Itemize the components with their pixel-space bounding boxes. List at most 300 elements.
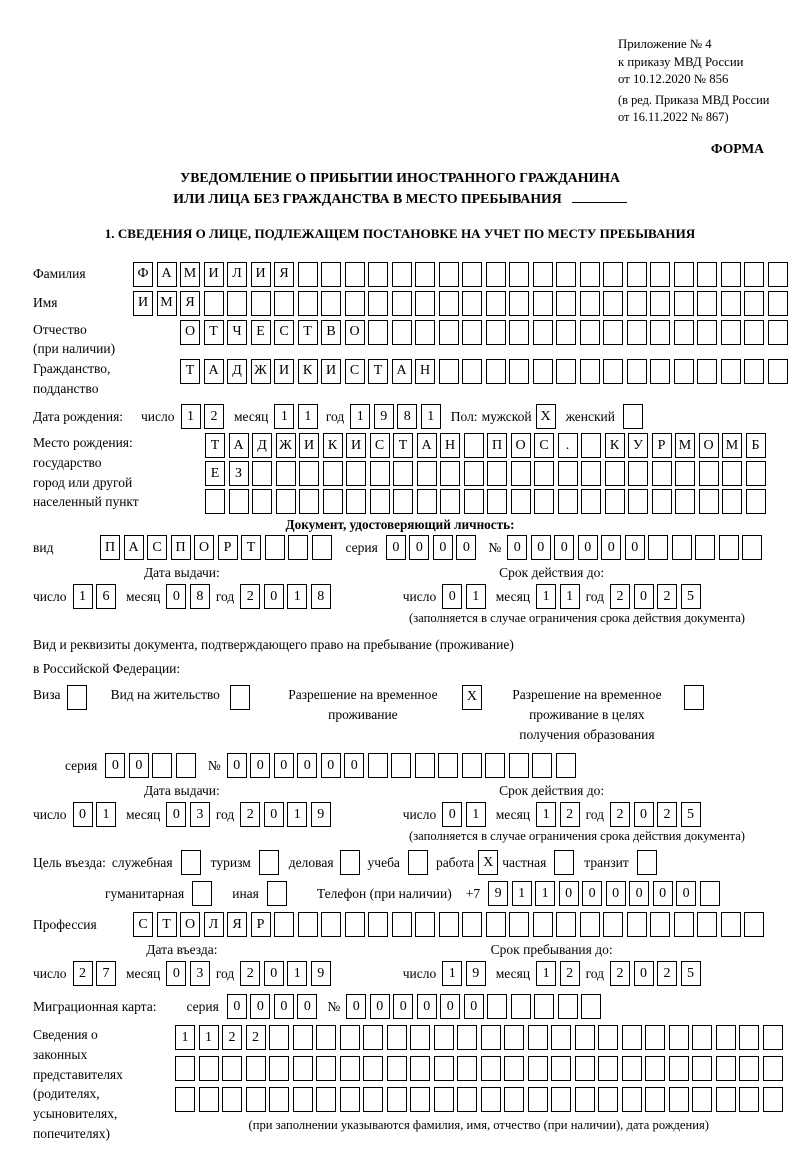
- char-box[interactable]: 1: [287, 584, 307, 609]
- char-box[interactable]: [603, 359, 623, 384]
- char-box[interactable]: [622, 1025, 642, 1050]
- char-box[interactable]: 2: [657, 961, 677, 986]
- char-box[interactable]: [605, 461, 625, 486]
- char-box[interactable]: [556, 753, 576, 778]
- char-box[interactable]: [199, 1056, 219, 1081]
- char-box[interactable]: [528, 1056, 548, 1081]
- char-box[interactable]: [462, 912, 482, 937]
- char-box[interactable]: [392, 262, 412, 287]
- char-box[interactable]: С: [147, 535, 167, 560]
- char-box[interactable]: [533, 359, 553, 384]
- char-box[interactable]: 0: [346, 994, 366, 1019]
- char-box[interactable]: Е: [205, 461, 225, 486]
- char-box[interactable]: [340, 1025, 360, 1050]
- char-box[interactable]: [721, 262, 741, 287]
- char-box[interactable]: Л: [227, 262, 247, 287]
- char-box[interactable]: 0: [274, 753, 294, 778]
- char-box[interactable]: [222, 1087, 242, 1112]
- char-box[interactable]: 0: [601, 535, 621, 560]
- char-box[interactable]: [486, 912, 506, 937]
- char-box[interactable]: 0: [166, 961, 186, 986]
- char-box[interactable]: 0: [264, 802, 284, 827]
- char-box[interactable]: [252, 489, 272, 514]
- char-box[interactable]: 1: [466, 584, 486, 609]
- char-box[interactable]: [603, 291, 623, 316]
- char-box[interactable]: [580, 262, 600, 287]
- char-box[interactable]: 0: [606, 881, 626, 906]
- char-box[interactable]: 0: [625, 535, 645, 560]
- char-box[interactable]: [509, 359, 529, 384]
- char-box[interactable]: 0: [634, 961, 654, 986]
- char-box[interactable]: 0: [297, 994, 317, 1019]
- char-box[interactable]: [695, 535, 715, 560]
- char-box[interactable]: 2: [610, 584, 630, 609]
- char-box[interactable]: [410, 1087, 430, 1112]
- checkbox[interactable]: [554, 850, 574, 875]
- char-box[interactable]: [672, 535, 692, 560]
- char-box[interactable]: [700, 881, 720, 906]
- char-box[interactable]: [627, 912, 647, 937]
- char-box[interactable]: [648, 535, 668, 560]
- char-box[interactable]: 0: [227, 753, 247, 778]
- char-box[interactable]: 1: [560, 584, 580, 609]
- char-box[interactable]: [439, 912, 459, 937]
- char-box[interactable]: [410, 1056, 430, 1081]
- char-box[interactable]: [410, 1025, 430, 1050]
- char-box[interactable]: [368, 291, 388, 316]
- char-box[interactable]: [293, 1056, 313, 1081]
- char-box[interactable]: П: [100, 535, 120, 560]
- char-box[interactable]: [580, 359, 600, 384]
- char-box[interactable]: [293, 1087, 313, 1112]
- char-box[interactable]: 2: [246, 1025, 266, 1050]
- char-box[interactable]: [551, 1056, 571, 1081]
- char-box[interactable]: [345, 291, 365, 316]
- char-box[interactable]: [697, 320, 717, 345]
- char-box[interactable]: [509, 291, 529, 316]
- char-box[interactable]: [746, 461, 766, 486]
- char-box[interactable]: [692, 1025, 712, 1050]
- char-box[interactable]: [368, 320, 388, 345]
- char-box[interactable]: [697, 262, 717, 287]
- char-box[interactable]: К: [323, 433, 343, 458]
- char-box[interactable]: [481, 1056, 501, 1081]
- char-box[interactable]: [532, 753, 552, 778]
- char-box[interactable]: [440, 489, 460, 514]
- char-box[interactable]: 1: [350, 404, 370, 429]
- checkbox[interactable]: [192, 881, 212, 906]
- char-box[interactable]: А: [392, 359, 412, 384]
- char-box[interactable]: 2: [240, 584, 260, 609]
- char-box[interactable]: 0: [629, 881, 649, 906]
- char-box[interactable]: [504, 1025, 524, 1050]
- char-box[interactable]: [511, 461, 531, 486]
- char-box[interactable]: [363, 1025, 383, 1050]
- char-box[interactable]: [321, 912, 341, 937]
- char-box[interactable]: [439, 320, 459, 345]
- char-box[interactable]: 9: [466, 961, 486, 986]
- char-box[interactable]: [464, 489, 484, 514]
- char-box[interactable]: [721, 320, 741, 345]
- char-box[interactable]: 0: [464, 994, 484, 1019]
- char-box[interactable]: 0: [344, 753, 364, 778]
- char-box[interactable]: 0: [370, 994, 390, 1019]
- char-box[interactable]: 1: [536, 961, 556, 986]
- char-box[interactable]: В: [321, 320, 341, 345]
- char-box[interactable]: 5: [681, 961, 701, 986]
- char-box[interactable]: [528, 1025, 548, 1050]
- char-box[interactable]: 0: [166, 584, 186, 609]
- char-box[interactable]: [692, 1056, 712, 1081]
- char-box[interactable]: [650, 320, 670, 345]
- char-box[interactable]: О: [345, 320, 365, 345]
- char-box[interactable]: 2: [610, 961, 630, 986]
- char-box[interactable]: 1: [287, 802, 307, 827]
- char-box[interactable]: [439, 291, 459, 316]
- char-box[interactable]: 2: [657, 802, 677, 827]
- char-box[interactable]: [464, 433, 484, 458]
- char-box[interactable]: [481, 1087, 501, 1112]
- purpose-work-checkbox[interactable]: [478, 850, 498, 875]
- char-box[interactable]: [323, 489, 343, 514]
- char-box[interactable]: 0: [227, 994, 247, 1019]
- char-box[interactable]: 1: [287, 961, 307, 986]
- char-box[interactable]: [603, 320, 623, 345]
- char-box[interactable]: [511, 489, 531, 514]
- char-box[interactable]: [340, 1056, 360, 1081]
- char-box[interactable]: [438, 753, 458, 778]
- char-box[interactable]: [175, 1087, 195, 1112]
- char-box[interactable]: [746, 489, 766, 514]
- char-box[interactable]: [486, 320, 506, 345]
- char-box[interactable]: [276, 489, 296, 514]
- char-box[interactable]: [345, 912, 365, 937]
- char-box[interactable]: 2: [204, 404, 224, 429]
- char-box[interactable]: М: [675, 433, 695, 458]
- char-box[interactable]: [321, 262, 341, 287]
- char-box[interactable]: [393, 461, 413, 486]
- char-box[interactable]: 0: [250, 994, 270, 1019]
- char-box[interactable]: [439, 262, 459, 287]
- char-box[interactable]: [440, 461, 460, 486]
- char-box[interactable]: 0: [73, 802, 93, 827]
- char-box[interactable]: [415, 320, 435, 345]
- char-box[interactable]: Р: [251, 912, 271, 937]
- char-box[interactable]: [368, 753, 388, 778]
- char-box[interactable]: 0: [129, 753, 149, 778]
- char-box[interactable]: 2: [610, 802, 630, 827]
- char-box[interactable]: 2: [560, 961, 580, 986]
- char-box[interactable]: [152, 753, 172, 778]
- char-box[interactable]: [370, 461, 390, 486]
- char-box[interactable]: [650, 262, 670, 287]
- checkbox[interactable]: X: [536, 404, 556, 429]
- char-box[interactable]: 1: [466, 802, 486, 827]
- char-box[interactable]: [534, 489, 554, 514]
- char-box[interactable]: [719, 535, 739, 560]
- char-box[interactable]: [744, 359, 764, 384]
- char-box[interactable]: 0: [442, 802, 462, 827]
- char-box[interactable]: [580, 912, 600, 937]
- char-box[interactable]: [674, 359, 694, 384]
- visa-checkbox[interactable]: [67, 685, 87, 710]
- char-box[interactable]: [434, 1056, 454, 1081]
- char-box[interactable]: [229, 489, 249, 514]
- char-box[interactable]: 8: [397, 404, 417, 429]
- char-box[interactable]: [581, 433, 601, 458]
- char-box[interactable]: [504, 1056, 524, 1081]
- char-box[interactable]: Т: [204, 320, 224, 345]
- char-box[interactable]: [581, 994, 601, 1019]
- char-box[interactable]: С: [534, 433, 554, 458]
- char-box[interactable]: [551, 1087, 571, 1112]
- char-box[interactable]: [697, 291, 717, 316]
- char-box[interactable]: [558, 994, 578, 1019]
- male-checkbox[interactable]: [536, 404, 556, 429]
- char-box[interactable]: [199, 1087, 219, 1112]
- char-box[interactable]: 0: [507, 535, 527, 560]
- char-box[interactable]: [265, 535, 285, 560]
- char-box[interactable]: [298, 262, 318, 287]
- char-box[interactable]: Р: [652, 433, 672, 458]
- char-box[interactable]: [534, 994, 554, 1019]
- char-box[interactable]: [768, 359, 788, 384]
- checkbox[interactable]: [684, 685, 704, 710]
- char-box[interactable]: 1: [536, 584, 556, 609]
- char-box[interactable]: [628, 489, 648, 514]
- char-box[interactable]: [627, 320, 647, 345]
- char-box[interactable]: П: [171, 535, 191, 560]
- char-box[interactable]: [486, 359, 506, 384]
- char-box[interactable]: [650, 359, 670, 384]
- char-box[interactable]: [370, 489, 390, 514]
- char-box[interactable]: 0: [264, 584, 284, 609]
- char-box[interactable]: 2: [657, 584, 677, 609]
- char-box[interactable]: [628, 461, 648, 486]
- char-box[interactable]: [321, 291, 341, 316]
- char-box[interactable]: С: [133, 912, 153, 937]
- char-box[interactable]: [457, 1087, 477, 1112]
- char-box[interactable]: И: [251, 262, 271, 287]
- char-box[interactable]: Л: [204, 912, 224, 937]
- char-box[interactable]: [558, 489, 578, 514]
- char-box[interactable]: 1: [73, 584, 93, 609]
- char-box[interactable]: 2: [240, 802, 260, 827]
- char-box[interactable]: [739, 1087, 759, 1112]
- char-box[interactable]: [716, 1056, 736, 1081]
- char-box[interactable]: 0: [417, 994, 437, 1019]
- char-box[interactable]: [603, 912, 623, 937]
- char-box[interactable]: [669, 1056, 689, 1081]
- char-box[interactable]: [598, 1025, 618, 1050]
- char-box[interactable]: [645, 1025, 665, 1050]
- char-box[interactable]: [486, 262, 506, 287]
- char-box[interactable]: 1: [536, 802, 556, 827]
- char-box[interactable]: Р: [218, 535, 238, 560]
- checkbox[interactable]: [181, 850, 201, 875]
- checkbox[interactable]: [637, 850, 657, 875]
- char-box[interactable]: [763, 1087, 783, 1112]
- char-box[interactable]: [722, 489, 742, 514]
- char-box[interactable]: 0: [297, 753, 317, 778]
- char-box[interactable]: 9: [488, 881, 508, 906]
- char-box[interactable]: [316, 1087, 336, 1112]
- char-box[interactable]: 0: [386, 535, 406, 560]
- char-box[interactable]: [556, 291, 576, 316]
- purpose-private-checkbox[interactable]: [554, 850, 574, 875]
- char-box[interactable]: [481, 1025, 501, 1050]
- char-box[interactable]: [575, 1056, 595, 1081]
- char-box[interactable]: О: [511, 433, 531, 458]
- char-box[interactable]: [387, 1087, 407, 1112]
- char-box[interactable]: [558, 461, 578, 486]
- char-box[interactable]: [528, 1087, 548, 1112]
- purpose-transit-checkbox[interactable]: [637, 850, 657, 875]
- char-box[interactable]: [462, 291, 482, 316]
- char-box[interactable]: [768, 262, 788, 287]
- char-box[interactable]: 0: [440, 994, 460, 1019]
- char-box[interactable]: О: [194, 535, 214, 560]
- char-box[interactable]: 0: [582, 881, 602, 906]
- char-box[interactable]: Б: [746, 433, 766, 458]
- char-box[interactable]: [674, 320, 694, 345]
- char-box[interactable]: [580, 291, 600, 316]
- char-box[interactable]: И: [321, 359, 341, 384]
- char-box[interactable]: 3: [190, 961, 210, 986]
- char-box[interactable]: М: [722, 433, 742, 458]
- char-box[interactable]: 0: [578, 535, 598, 560]
- char-box[interactable]: [697, 359, 717, 384]
- char-box[interactable]: [622, 1056, 642, 1081]
- char-box[interactable]: 5: [681, 802, 701, 827]
- char-box[interactable]: [485, 753, 505, 778]
- purpose-study-checkbox[interactable]: [408, 850, 428, 875]
- char-box[interactable]: 3: [190, 802, 210, 827]
- char-box[interactable]: [645, 1056, 665, 1081]
- char-box[interactable]: [675, 461, 695, 486]
- char-box[interactable]: 1: [96, 802, 116, 827]
- char-box[interactable]: 9: [311, 961, 331, 986]
- purpose-tourism-checkbox[interactable]: [259, 850, 279, 875]
- char-box[interactable]: Д: [252, 433, 272, 458]
- char-box[interactable]: 1: [421, 404, 441, 429]
- char-box[interactable]: [580, 320, 600, 345]
- char-box[interactable]: 1: [535, 881, 555, 906]
- char-box[interactable]: 1: [175, 1025, 195, 1050]
- char-box[interactable]: [669, 1087, 689, 1112]
- checkbox[interactable]: [408, 850, 428, 875]
- purpose-humanitarian-checkbox[interactable]: [192, 881, 212, 906]
- purpose-other-checkbox[interactable]: [267, 881, 287, 906]
- char-box[interactable]: О: [180, 320, 200, 345]
- char-box[interactable]: 7: [96, 961, 116, 986]
- char-box[interactable]: [692, 1087, 712, 1112]
- char-box[interactable]: [674, 291, 694, 316]
- char-box[interactable]: [509, 262, 529, 287]
- char-box[interactable]: [511, 994, 531, 1019]
- char-box[interactable]: [392, 291, 412, 316]
- char-box[interactable]: [415, 912, 435, 937]
- char-box[interactable]: [415, 753, 435, 778]
- char-box[interactable]: [509, 320, 529, 345]
- char-box[interactable]: [417, 489, 437, 514]
- char-box[interactable]: [533, 912, 553, 937]
- char-box[interactable]: [556, 359, 576, 384]
- char-box[interactable]: 5: [681, 584, 701, 609]
- char-box[interactable]: [393, 489, 413, 514]
- char-box[interactable]: [652, 461, 672, 486]
- char-box[interactable]: Ч: [227, 320, 247, 345]
- char-box[interactable]: [392, 912, 412, 937]
- char-box[interactable]: [363, 1056, 383, 1081]
- char-box[interactable]: .: [558, 433, 578, 458]
- char-box[interactable]: [293, 1025, 313, 1050]
- char-box[interactable]: 9: [311, 802, 331, 827]
- checkbox[interactable]: X: [478, 850, 498, 875]
- char-box[interactable]: К: [605, 433, 625, 458]
- char-box[interactable]: [556, 262, 576, 287]
- checkbox[interactable]: [340, 850, 360, 875]
- char-box[interactable]: А: [204, 359, 224, 384]
- char-box[interactable]: [598, 1056, 618, 1081]
- char-box[interactable]: И: [274, 359, 294, 384]
- char-box[interactable]: [744, 912, 764, 937]
- char-box[interactable]: К: [298, 359, 318, 384]
- char-box[interactable]: У: [628, 433, 648, 458]
- char-box[interactable]: А: [157, 262, 177, 287]
- char-box[interactable]: И: [133, 291, 153, 316]
- char-box[interactable]: [276, 461, 296, 486]
- char-box[interactable]: [462, 753, 482, 778]
- char-box[interactable]: [699, 461, 719, 486]
- char-box[interactable]: [509, 753, 529, 778]
- char-box[interactable]: С: [274, 320, 294, 345]
- char-box[interactable]: [674, 912, 694, 937]
- char-box[interactable]: [697, 912, 717, 937]
- char-box[interactable]: Т: [241, 535, 261, 560]
- char-box[interactable]: [598, 1087, 618, 1112]
- purpose-business-checkbox[interactable]: [340, 850, 360, 875]
- purpose-official-checkbox[interactable]: [181, 850, 201, 875]
- char-box[interactable]: Д: [227, 359, 247, 384]
- char-box[interactable]: [368, 912, 388, 937]
- char-box[interactable]: 0: [442, 584, 462, 609]
- char-box[interactable]: [251, 291, 271, 316]
- char-box[interactable]: [204, 291, 224, 316]
- char-box[interactable]: 6: [96, 584, 116, 609]
- checkbox[interactable]: [67, 685, 87, 710]
- char-box[interactable]: [269, 1087, 289, 1112]
- char-box[interactable]: [675, 489, 695, 514]
- char-box[interactable]: [768, 320, 788, 345]
- char-box[interactable]: 0: [676, 881, 696, 906]
- char-box[interactable]: [316, 1056, 336, 1081]
- char-box[interactable]: [298, 912, 318, 937]
- char-box[interactable]: [627, 291, 647, 316]
- char-box[interactable]: С: [345, 359, 365, 384]
- char-box[interactable]: [581, 489, 601, 514]
- char-box[interactable]: [269, 1025, 289, 1050]
- char-box[interactable]: И: [204, 262, 224, 287]
- char-box[interactable]: [392, 320, 412, 345]
- char-box[interactable]: И: [346, 433, 366, 458]
- char-box[interactable]: [246, 1056, 266, 1081]
- char-box[interactable]: [487, 461, 507, 486]
- checkbox[interactable]: [267, 881, 287, 906]
- char-box[interactable]: [650, 291, 670, 316]
- char-box[interactable]: [603, 262, 623, 287]
- char-box[interactable]: Т: [157, 912, 177, 937]
